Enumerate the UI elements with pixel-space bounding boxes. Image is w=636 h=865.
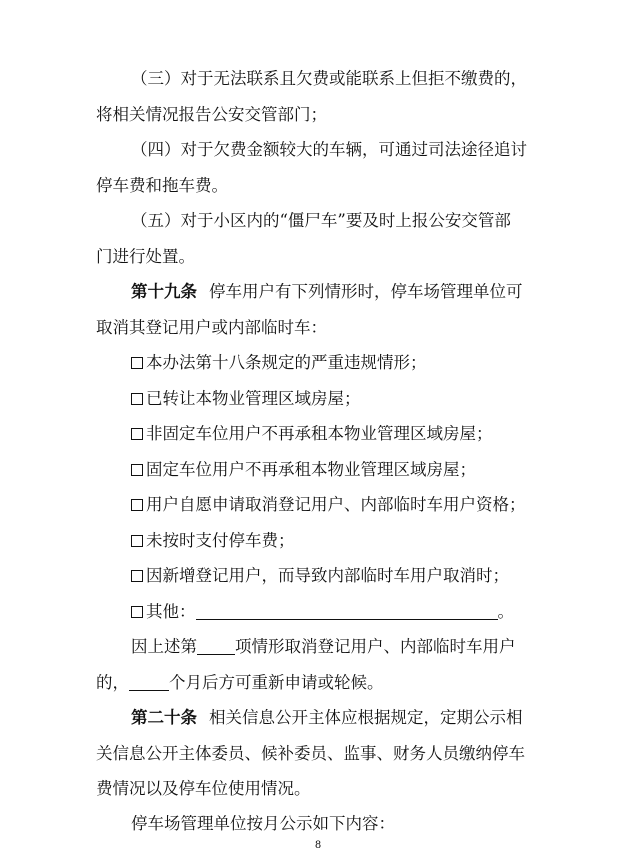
checkbox-icon[interactable] [131,535,143,547]
paragraph-line: （四）对于欠费金额较大的车辆，可通过司法途径追讨 [131,140,527,159]
checkbox-icon[interactable] [131,570,143,582]
option-label: 因新增登记用户，而导致内部临时车用户取消时； [146,566,509,585]
article-19-heading: 第十九条 [131,282,197,301]
reapply-text: 的， [96,673,129,692]
option-label: 固定车位用户不再承租本物业管理区域房屋； [146,460,476,479]
option-label: 未按时支付停车费； [146,531,295,550]
paragraph-line: （三）对于无法联系且欠费或能联系上但拒不缴费的， [131,69,527,88]
checkbox-icon[interactable] [131,357,143,369]
option-label: 已转让本物业管理区域房屋； [146,389,361,408]
reapply-text: 因上述第 [131,637,197,656]
option-label: 其他： [146,602,196,621]
paragraph-line: （五）对于小区内的“僵尸车”要及时上报公安交管部 [131,211,511,230]
checkbox-icon[interactable] [131,499,143,511]
option-item [0,423,636,445]
article-20-line: 关信息公开主体委员、候补委员、监事、财务人员缴纳停车 [96,744,525,763]
article-19-line: 取消其登记用户或内部临时车： [96,318,327,337]
reapply-line [0,672,636,694]
option-other [0,601,636,623]
months-blank-field[interactable] [129,674,169,691]
page-number: 8 [314,840,322,851]
option-label: 本办法第十八条规定的严重违规情形； [146,353,427,372]
option-item [0,388,636,410]
monthly-line: 停车场管理单位按月公示如下内容： [131,814,395,833]
checkbox-icon[interactable] [131,464,143,476]
checkbox-icon[interactable] [131,428,143,440]
reapply-line [0,636,636,658]
option-label: 用户自愿申请取消登记用户、内部临时车用户资格； [146,495,526,514]
article-19-text: 停车用户有下列情形时，停车场管理单位可 [209,282,523,301]
reapply-text: 项情形取消登记用户、内部临时车用户 [235,637,516,656]
option-label: 非固定车位用户不再承租本物业管理区域房屋； [146,424,493,443]
option-item [0,530,636,552]
item-number-blank-field[interactable] [197,638,235,655]
option-item [0,459,636,481]
other-blank-field[interactable] [196,603,498,620]
reapply-text: 个月后方可重新申请或轮候。 [169,673,384,692]
paragraph-line: 将相关情况报告公安交管部门； [96,105,327,124]
checkbox-icon[interactable] [131,393,143,405]
article-20-heading: 第二十条 [131,708,197,727]
article-19-line [0,281,636,303]
article-20-line: 费情况以及停车位使用情况。 [96,779,311,798]
option-item [0,494,636,516]
checkbox-icon[interactable] [131,606,143,618]
option-item [0,352,636,374]
paragraph-line: 门进行处置。 [96,247,195,266]
period: 。 [497,602,514,621]
option-item [0,565,636,587]
article-20-line [0,707,636,729]
article-20-text: 相关信息公开主体应根据规定，定期公示相 [209,708,523,727]
paragraph-line: 停车费和拖车费。 [96,176,228,195]
